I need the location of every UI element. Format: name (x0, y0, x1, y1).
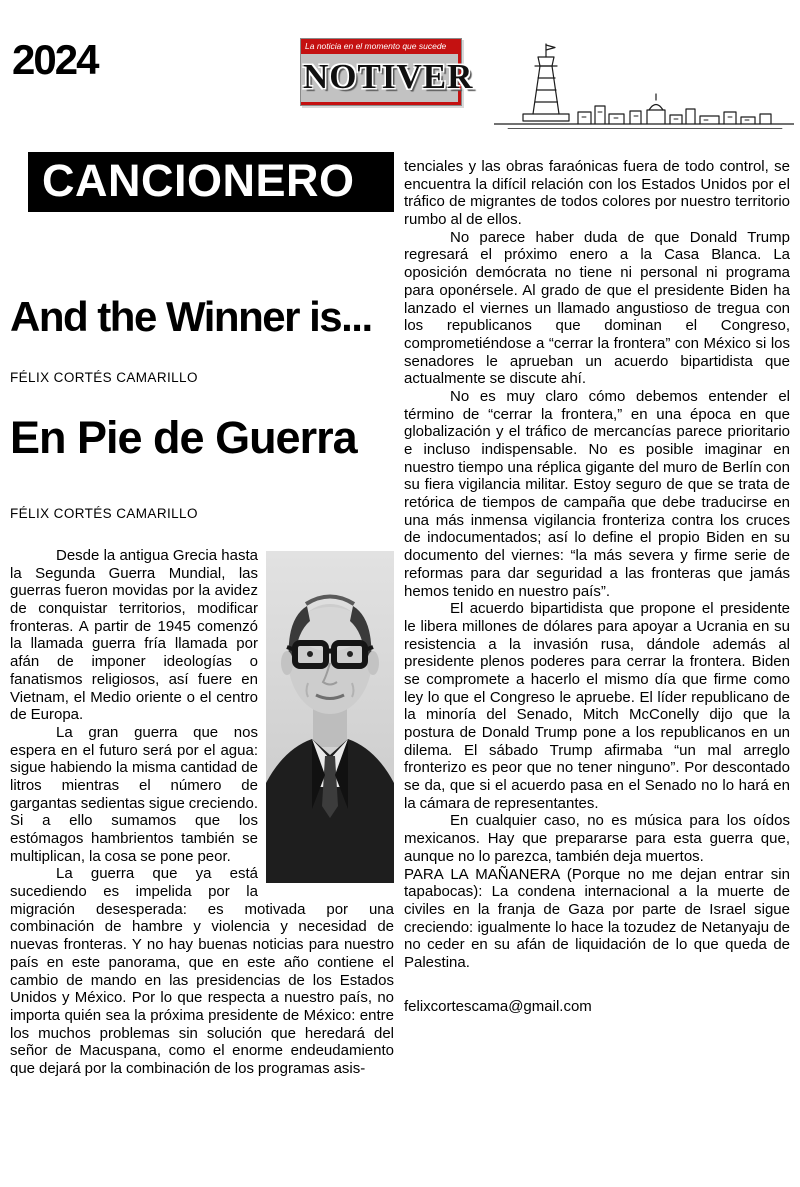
article-paragraph: La gran guerra que nos espera en el futuro será por el agua: sigue habiendo la misma cantidad de litros mientras el número de gargantas sedientas sigue creciendo. Si a ello sumamos que los estómagos hambrientos también se multiplican, la cosa se pone peor. (10, 723, 258, 865)
author-email: felixcortescama@gmail.com (404, 997, 592, 1015)
article-paragraph: PARA LA MAÑANERA (Porque no me dejan entrar sin tapabocas): La condena internacional a la muerte de civiles en la franja de Gaza por parte de Israel sigue creciendo: igualmente lo hace la tozudez de Netanyaju de no ceder en su afán de liquidación de lo que queda de Palestina. (404, 865, 790, 971)
article-paragraph: No es muy claro cómo debemos entender el término de “cerrar la frontera,” en una época en que globalización y el tráfico de mercancías parece prioritario e incluso indispensable. No es posible imaginar en nuestro tiempo una réplica gigante del muro de Berlín con su fiera vigilancia militar. Estoy seguro de que se trata de retórica de tiempos de campaña que debe traducirse en una más inmensa vigilancia fronteriza contra los cruces de indocumentados; así lo define el propio Biden en su documento del viernes: “la más severa y firme serie de reformas para dar seguridad a las fronteras que jamás hemos tenido en nuestro país”. (404, 387, 790, 600)
logo-tagline: La noticia en el momento que sucede (301, 39, 461, 54)
author-portrait-photo (266, 551, 394, 883)
edition-year: 2024 (12, 36, 98, 83)
masthead (0, 0, 800, 150)
headline-en-pie-de-guerra: En Pie de Guerra (10, 412, 357, 463)
notiver-logo (300, 38, 474, 106)
article-paragraph: El acuerdo bipartidista que propone el presidente le libera millones de dólares para apoyar a Ucrania en su resistencia a la invasión rusa, dándole además al presidente plenos poderes para cerrar la frontera. Biden se compromete a hacerlo el mismo día que firme como ley lo que el Congreso le apruebe. El líder republicano de la minoría del Senado, Mitch McConelly dijo que la postura de Donald Trump pone a los republicanos en un dilema. El sábado Trump afirmaba “un mal arreglo fronterizo es peor que no tener ninguno”. Por descontado se da, que si el acuerdo pasa en el Senado no lo hará en la cámara de representantes. (404, 600, 790, 812)
author-byline-1: FÉLIX CORTÉS CAMARILLO (10, 370, 198, 385)
section-banner-label: CANCIONERO (42, 155, 355, 206)
headline-and-the-winner-is: And the Winner is... (10, 293, 372, 340)
article-paragraph: Desde la antigua Grecia hasta la Segunda Guerra Mundial, las guerras fueron movidas por la avidez de conquistar territorios, modificar fronteras. A partir de 1945 comenzó la llamada guerra fría llamada por afán de imponer ideologías o fanatismos religiosos, así fuere en Vietnam, el Medio oriente o el centro de Europa. (10, 547, 258, 724)
left-column (10, 150, 394, 1078)
right-column (404, 150, 790, 1015)
article-paragraph: tenciales y las obras faraónicas fuera de todo control, se encuentra la difícil relación con los Estados Unidos por el tráfico de migrantes de todos colores por nuestro territorio rumbo al de ellos. (404, 158, 790, 229)
section-banner (28, 152, 394, 212)
article-body-left (10, 547, 394, 1078)
article-paragraph: En cualquier caso, no es música para los oídos mexicanos. Hay que prepararse para esta guerra que, aunque no lo parezca, también deja muertos. (404, 812, 790, 865)
lighthouse-skyline-sketch-icon (494, 42, 794, 139)
logo-title: NOTIVER (301, 54, 461, 105)
author-byline-2: FÉLIX CORTÉS CAMARILLO (10, 506, 198, 521)
article-paragraph: No parece haber duda de que Donald Trump regresará el próximo enero a la Casa Blanca. La oposición demócrata no tiene ni personal ni programa para oponérsele. Al grado de que el presidente Biden ha lanzado el viernes un llamado angustioso de tregua con los republicanos que dominan el Congreso, comprometiéndose a “cerrar la frontera” con México si los senadores le aprueban un acuerdo bipartidista que actualmente se discute ahí. (404, 228, 790, 388)
article-columns (0, 150, 800, 1078)
article-paragraph: La guerra que ya está sucediendo es impelida por la migración desesperada: es motivada por una combinación de hambre y violencia y necesidad de nuevas fronteras. Y no hay buenas noticias para nuestro país en este panorama, que en este año contiene el cambio de mando en las presidencias de los Estados Unidos y México. Por lo que respecta a nuestro país, no importa quién sea la próxima presidente de México: entre los muchos problemas sin solución que heredará del señor de Macuspana, como el enorme endeudamiento que dejará por la combinación de los programas asis- (10, 865, 394, 1077)
